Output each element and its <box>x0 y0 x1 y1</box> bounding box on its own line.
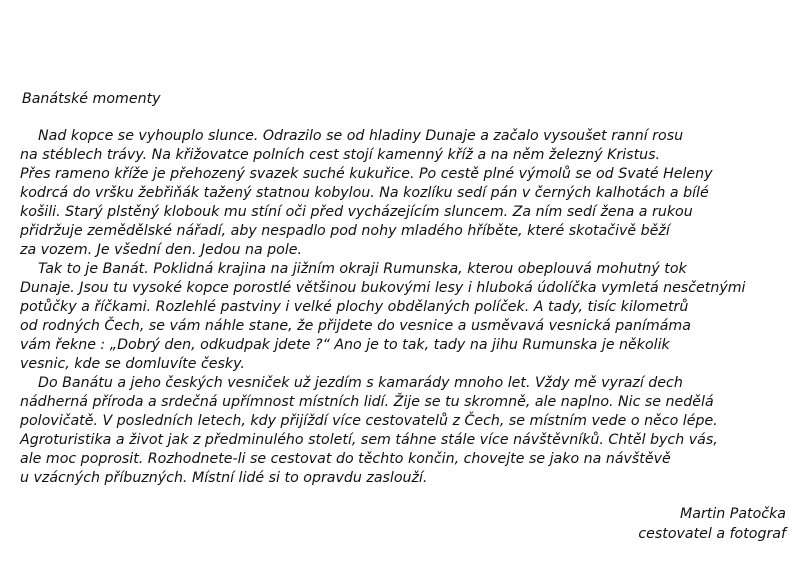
text-line: potůčky a říčkami. Rozlehlé pastviny i velké plochy obdělaných políček. A tady, tisíc kilometrů <box>20 299 689 315</box>
text-line: košili. Starý plstěný klobouk mu stíní oči před vycházejícím sluncem. Za ním sedí žena a rukou <box>20 204 693 220</box>
author-name: Martin Patočka <box>680 506 786 522</box>
text-line: Dunaje. Jsou tu vysoké kopce porostlé většinou bukovými lesy i hluboká údolíčka vymletá nesčetnými <box>20 280 746 296</box>
text-line: přidržuje zemědělské nářadí, aby nespadlo pod nohy mladého hříběte, které skotačivě běží <box>20 223 670 239</box>
text-line: od rodných Čech, se vám náhle stane, že přijdete do vesnice a usměvavá vesnická panímáma <box>20 318 691 334</box>
text-line: Přes rameno kříže je přehozený svazek suché kukuřice. Po cestě plné výmolů se od Svaté Heleny <box>20 166 713 182</box>
text-line: kodrcá do vršku žebřiňák tažený statnou kobylou. Na kozlíku sedí pán v černých kalhotách a bílé <box>20 185 709 201</box>
text-line: u vzácných příbuzných. Místní lidé si to opravdu zaslouží. <box>20 470 428 486</box>
text-line: nádherná příroda a srdečná upřímnost místních lidí. Žije se tu skromně, ale naplno. Nic se nedělá <box>20 394 714 410</box>
text-line: vesnic, kde se domluvíte česky. <box>20 356 245 372</box>
signature-block <box>638 505 786 545</box>
text-line: na stéblech trávy. Na křižovatce polních cest stojí kamenný kříž a na něm železný Kristus. <box>20 147 661 163</box>
text-line: Tak to je Banát. Poklidná krajina na jižním okraji Rumunska, kterou obeplouvá mohutný tok <box>20 261 687 277</box>
text-line: vám řekne : „Dobrý den, odkudpak jdete ?“ Ano je to tak, tady na jihu Rumunska je několik <box>20 337 670 353</box>
text-line: Do Banátu a jeho českých vesniček už jezdím s kamarády mnoho let. Vždy mě vyrazí dech <box>20 375 683 391</box>
author-role: cestovatel a fotograf <box>638 526 786 542</box>
text-line: Nad kopce se vyhouplo slunce. Odrazilo se od hladiny Dunaje a začalo vysoušet ranní rosu <box>20 128 684 144</box>
text-line: polovičatě. V posledních letech, kdy přijíždí více cestovatelů z Čech, se místním vede o něco lépe. <box>20 413 718 429</box>
text-line: Agroturistika a život jak z předminulého století, sem táhne stále více návštěvníků. Chtěl bych vás, <box>20 432 718 448</box>
text-line: za vozem. Je všední den. Jedou na pole. <box>20 242 303 258</box>
text-line: ale moc poprosit. Rozhodnete-li se cestovat do těchto končin, chovejte se jako na návštěvě <box>20 451 671 467</box>
document-title: Banátské momenty <box>22 91 161 107</box>
document-body <box>20 127 795 488</box>
